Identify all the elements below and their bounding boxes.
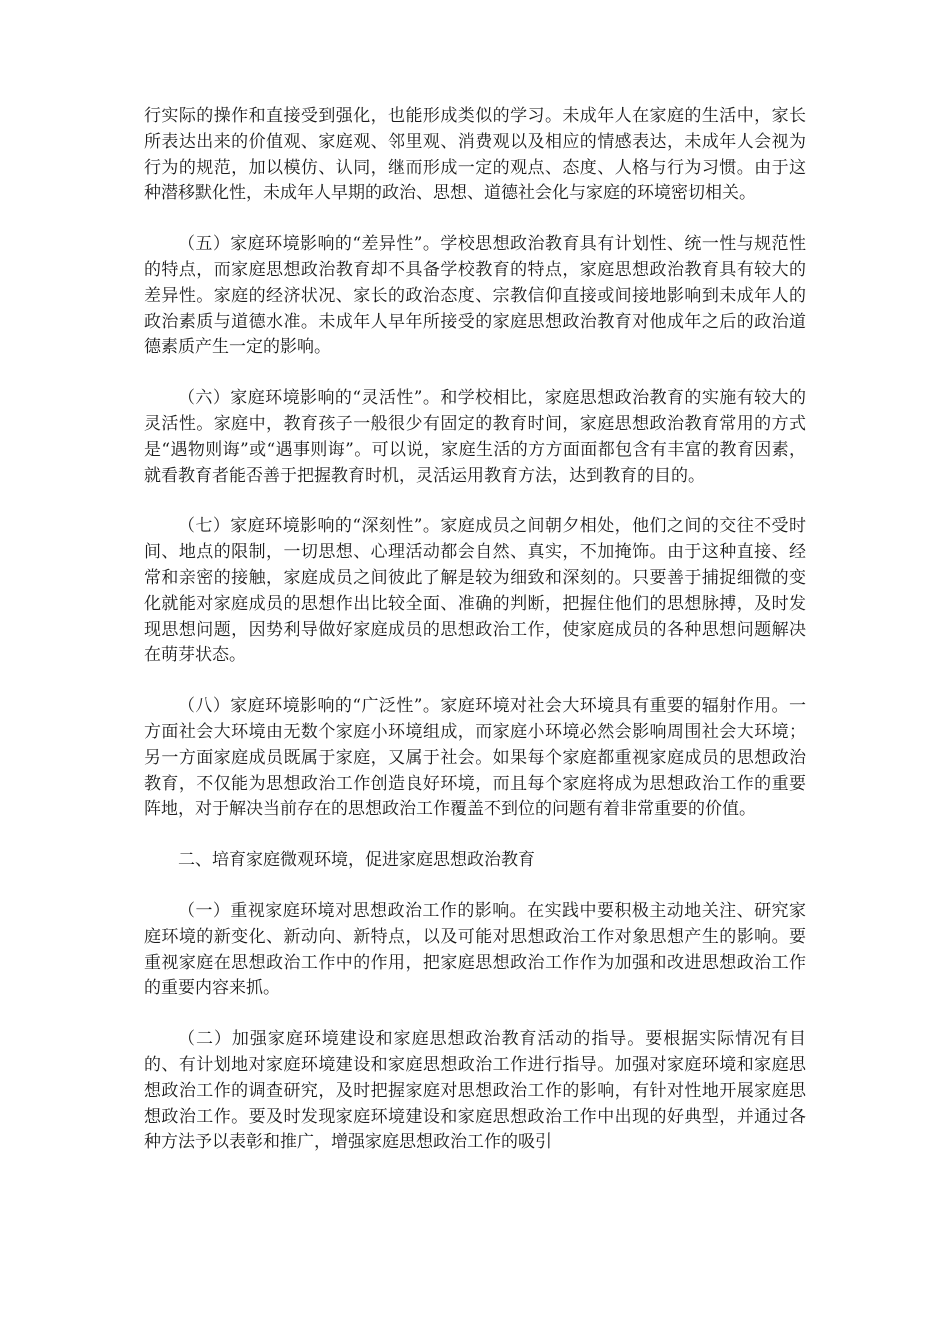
paragraph-guidance: （二）加强家庭环境建设和家庭思想政治教育活动的指导。要根据实际情况有目的、有计划地对家庭环境建设和家庭思想政治工作进行指导。加强对家庭环境和家庭思想政治工作的调查研究，及时把握家庭对思想政治工作的影响，有针对性地开展家庭思想政治工作。要及时发现家庭环境建设和家庭思想政治工作中出现的好典型，并通过各种方法予以表彰和推广，增强家庭思想政治工作的吸引 — [144, 1029, 806, 1153]
paragraph-depth: （七）家庭环境影响的“深刻性”。家庭成员之间朝夕相处，他们之间的交往不受时间、地点的限制，一切思想、心理活动都会自然、真实，不加掩饰。由于这种直接、经常和亲密的接触，家庭成员之间彼此了解是较为细致和深刻的。只要善于捕捉细微的变化就能对家庭成员的思想作出比较全面、准确的判断，把握住他们的思想脉搏，及时发现思想问题，因势利导做好家庭成员的思想政治工作，使家庭成员的各种思想问题解决在萌芽状态。 — [144, 516, 806, 666]
paragraph-continuation: 行实际的操作和直接受到强化，也能形成类似的学习。未成年人在家庭的生活中，家长所表达出来的价值观、家庭观、邻里观、消费观以及相应的情感表达，未成年人会视为行为的规范，加以模仿、认同，继而形成一定的观点、态度、人格与行为习惯。由于这种潜移默化性，未成年人早期的政治、思想、道德社会化与家庭的环境密切相关。 — [144, 106, 806, 204]
section-heading: 二、培育家庭微观环境，促进家庭思想政治教育 — [178, 850, 535, 871]
document-page — [144, 104, 806, 1181]
paragraph-breadth: （八）家庭环境影响的“广泛性”。家庭环境对社会大环境具有重要的辐射作用。一方面社会大环境由无数个家庭小环境组成，而家庭小环境必然会影响周围社会大环境；另一方面家庭成员既属于家庭，又属于社会。如果每个家庭都重视家庭成员的思想政治教育，不仅能为思想政治工作创造良好环境，而且每个家庭将成为思想政治工作的重要阵地，对于解决当前存在的思想政治工作覆盖不到位的问题有着非常重要的价值。 — [144, 696, 806, 820]
paragraph-flexibility: （六）家庭环境影响的“灵活性”。和学校相比，家庭思想政治教育的实施有较大的灵活性。家庭中，教育孩子一般很少有固定的教育时间，家庭思想政治教育常用的方式是“遇物则诲”或“遇事则诲”。可以说，家庭生活的方方面面都包含有丰富的教育因素，就看教育者能否善于把握教育时机，灵活运用教育方法，达到教育的目的。 — [144, 388, 806, 486]
paragraph-attention: （一）重视家庭环境对思想政治工作的影响。在实践中要积极主动地关注、研究家庭环境的新变化、新动向、新特点，以及可能对思想政治工作对象思想产生的影响。要重视家庭在思想政治工作中的作用，把家庭思想政治工作作为加强和改进思想政治工作的重要内容来抓。 — [144, 900, 806, 999]
paragraph-difference: （五）家庭环境影响的“差异性”。学校思想政治教育具有计划性、统一性与规范性的特点，而家庭思想政治教育却不具备学校教育的特点，家庭思想政治教育具有较大的差异性。家庭的经济状况、家长的政治态度、宗教信仰直接或间接地影响到未成年人的政治素质与道德水准。未成年人早年所接受的家庭思想政治教育对他成年之后的政治道德素质产生一定的影响。 — [144, 234, 806, 358]
